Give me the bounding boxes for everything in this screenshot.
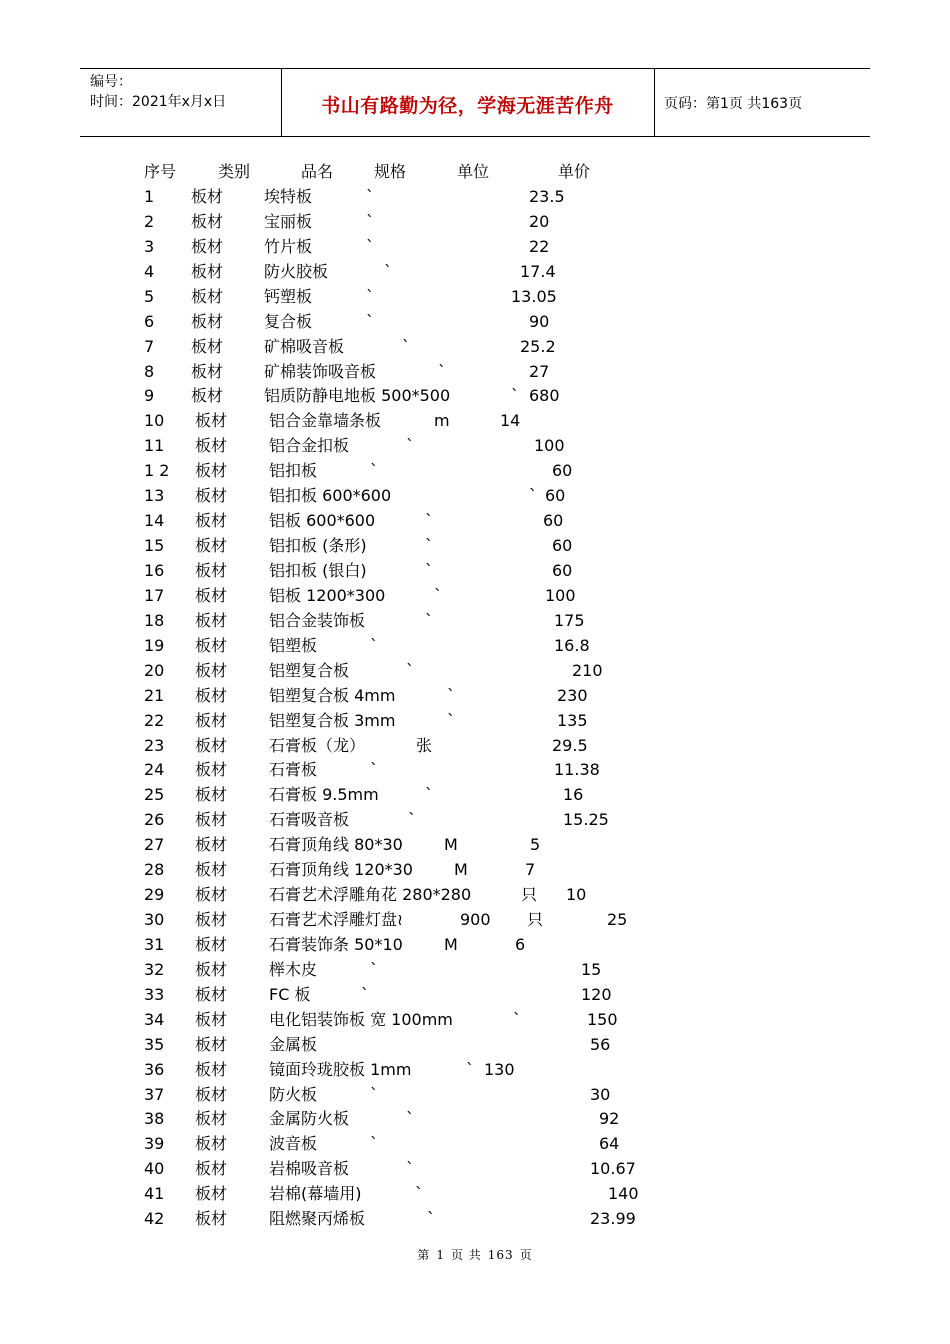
row-price: 29.5: [552, 735, 588, 755]
table-row: [0, 458, 950, 483]
table-row: [0, 433, 950, 458]
table-row: [0, 857, 950, 882]
row-number: 28: [144, 860, 165, 880]
row-category: 板材: [195, 411, 228, 431]
table-row: [0, 1131, 950, 1156]
row-unit: `: [415, 1184, 423, 1204]
row-name: 石膏艺术浮雕角花 280*280: [269, 885, 472, 904]
table-row: [0, 683, 950, 708]
row-unit: M: [454, 860, 468, 880]
row-category: 板材: [195, 885, 228, 904]
page-header: [80, 68, 870, 137]
row-number: 35: [144, 1034, 165, 1054]
row-unit: `: [427, 1209, 435, 1229]
row-price: 64: [599, 1134, 620, 1154]
row-number: 31: [144, 934, 165, 954]
table-row: [0, 259, 950, 284]
row-category: 板材: [191, 211, 224, 231]
row-price: 25: [607, 910, 628, 929]
column-header: 序号: [144, 162, 177, 181]
table-row: [0, 309, 950, 334]
row-price: 7: [525, 860, 536, 880]
row-unit: `: [366, 236, 374, 256]
row-number: 10: [144, 411, 165, 431]
row-unit: `: [370, 760, 378, 780]
row-unit: `: [425, 610, 433, 630]
row-name: 铝塑复合板 3mm: [269, 710, 396, 730]
row-unit: `: [370, 959, 378, 979]
row-category: 板材: [191, 386, 224, 406]
header-divider: [654, 69, 655, 136]
row-category: 板材: [195, 1034, 228, 1054]
row-price: 150: [587, 1009, 618, 1029]
row-price: 60: [545, 486, 566, 506]
row-category: 板材: [195, 486, 228, 506]
table-row: [0, 733, 950, 758]
table-row: [0, 882, 950, 907]
row-number: 8: [144, 361, 155, 381]
row-name: 石膏顶角线 120*30: [269, 860, 413, 880]
table-row: [0, 408, 950, 433]
table-row: [0, 782, 950, 807]
row-category: 板材: [195, 436, 228, 456]
row-unit: M: [444, 934, 458, 954]
row-name: 岩棉吸音板: [269, 1159, 350, 1179]
row-price: 60: [552, 461, 573, 481]
table-row: [0, 1181, 950, 1206]
row-unit: `: [366, 211, 374, 231]
row-price: 13.05: [511, 286, 557, 306]
row-number: 32: [144, 959, 165, 979]
row-name: 电化铝装饰板 宽 100mm: [269, 1009, 453, 1029]
row-name: 铝扣板 (条形): [269, 536, 367, 555]
row-number: 40: [144, 1159, 165, 1179]
row-name: 石膏板 9.5mm: [269, 785, 379, 805]
row-name: 石膏板（龙）: [269, 735, 366, 755]
row-category: 板材: [195, 536, 228, 555]
table-header: [0, 159, 950, 184]
row-number: 38: [144, 1109, 165, 1129]
row-price: 22: [529, 236, 550, 256]
row-price: 60: [552, 561, 573, 580]
row-name: 钙塑板: [264, 286, 313, 306]
row-unit: `: [513, 1009, 521, 1029]
row-category: 板材: [195, 660, 228, 680]
row-category: 板材: [191, 187, 224, 206]
row-unit: `: [384, 261, 392, 281]
row-category: 板材: [195, 561, 228, 580]
row-name: 石膏吸音板: [269, 810, 350, 830]
row-category: 板材: [195, 760, 228, 780]
row-name: 铝扣板 600*600: [269, 486, 392, 506]
row-number: 16: [144, 561, 165, 580]
row-price: 30: [590, 1084, 611, 1104]
row-number: 3: [144, 236, 155, 256]
row-unit: m: [434, 411, 450, 431]
row-name: 竹片板: [264, 236, 313, 256]
row-category: 板材: [191, 286, 224, 306]
row-unit: `: [406, 436, 414, 456]
table-row: [0, 583, 950, 608]
table-row: [0, 1156, 950, 1181]
row-number: 23: [144, 735, 165, 755]
row-name: 铝板 600*600: [269, 511, 376, 531]
row-price: 140: [608, 1184, 639, 1204]
table-row: [0, 608, 950, 633]
row-name: 防火胶板: [264, 261, 329, 281]
row-unit: M: [444, 835, 458, 855]
footer-text: 页: [519, 1248, 533, 1262]
row-category: 板材: [195, 710, 228, 730]
row-number: 20: [144, 660, 165, 680]
row-unit: `: [466, 1059, 474, 1079]
row-price: 15.25: [563, 810, 609, 830]
row-number: 1: [144, 187, 155, 206]
row-category: 板材: [191, 311, 224, 331]
row-unit: `: [366, 311, 374, 331]
row-name: 石膏艺术浮雕灯盘≀: [269, 910, 404, 929]
table-row: [0, 533, 950, 558]
code-label: 编号：: [90, 74, 132, 90]
row-category: 板材: [195, 835, 228, 855]
row-category: 板材: [195, 635, 228, 655]
table-row: [0, 558, 950, 583]
row-price: 135: [557, 710, 588, 730]
row-name: 铝扣板 (银白): [269, 561, 367, 580]
column-header: 类别: [218, 162, 251, 181]
row-category: 板材: [191, 261, 224, 281]
row-name: 矿棉装饰吸音板: [264, 361, 377, 381]
row-number: 5: [144, 286, 155, 306]
row-number: 9: [144, 386, 155, 406]
row-number: 13: [144, 486, 165, 506]
row-unit: `: [529, 486, 537, 506]
row-unit: `: [425, 785, 433, 805]
header-page-info: 页码：第1页 共163页: [664, 96, 803, 112]
row-unit: `: [370, 1134, 378, 1154]
row-unit: `: [408, 810, 416, 830]
row-number: 33: [144, 984, 165, 1004]
table-row: [0, 807, 950, 832]
row-category: 板材: [195, 511, 228, 531]
row-price: 175: [554, 610, 585, 630]
row-unit: `: [438, 361, 446, 381]
row-number: 42: [144, 1209, 165, 1229]
row-unit: `: [361, 984, 369, 1004]
row-name: 复合板: [264, 311, 313, 331]
row-number: 4: [144, 261, 155, 281]
row-spec: 900: [460, 910, 491, 929]
table-row: [0, 483, 950, 508]
row-name: 宝丽板: [264, 211, 313, 231]
table-row: [0, 832, 950, 857]
row-number: 24: [144, 760, 165, 780]
row-unit: 只: [527, 910, 544, 929]
row-number: 39: [144, 1134, 165, 1154]
row-price: 130: [484, 1059, 515, 1079]
row-price: 11.38: [554, 760, 600, 780]
row-price: 23.99: [590, 1209, 636, 1229]
row-name: 岩棉(幕墙用): [269, 1184, 362, 1204]
footer-text: 页 共: [450, 1248, 482, 1262]
footer-text: 第: [417, 1248, 431, 1262]
row-number: 41: [144, 1184, 165, 1204]
row-category: 板材: [195, 910, 228, 929]
row-price: 14: [500, 411, 521, 431]
row-price: 230: [557, 685, 588, 705]
row-price: 90: [529, 311, 550, 331]
row-category: 板材: [195, 934, 228, 954]
column-header: 品名: [301, 162, 334, 181]
row-category: 板材: [191, 236, 224, 256]
row-name: 铝扣板: [269, 461, 318, 481]
row-name: 矿棉吸音板: [264, 336, 345, 356]
row-number: 11: [144, 436, 165, 456]
row-category: 板材: [195, 860, 228, 880]
row-price: 5: [530, 835, 541, 855]
row-category: 板材: [195, 1134, 228, 1154]
row-price: 10.67: [590, 1159, 636, 1179]
row-number: 30: [144, 910, 165, 929]
row-category: 板材: [191, 336, 224, 356]
row-number: 29: [144, 885, 165, 904]
header-motto: 书山有路勤为径，学海无涯苦作舟: [321, 95, 614, 117]
row-category: 板材: [195, 785, 228, 805]
row-number: 25: [144, 785, 165, 805]
row-number: 1 2: [144, 461, 170, 481]
row-name: 埃特板: [264, 187, 313, 206]
table-row: [0, 1082, 950, 1107]
row-category: 板材: [195, 735, 228, 755]
header-left: [90, 72, 226, 112]
row-category: 板材: [195, 1059, 228, 1079]
table-row: [0, 708, 950, 733]
table-row: [0, 284, 950, 309]
row-category: 板材: [195, 685, 228, 705]
row-name: 波音板: [269, 1134, 318, 1154]
row-unit: `: [447, 685, 455, 705]
column-header: 规格: [374, 162, 407, 181]
table-row: [0, 982, 950, 1007]
table-row: [0, 234, 950, 259]
table-row: [0, 907, 950, 932]
row-unit: `: [511, 386, 519, 406]
row-name: 榉木皮: [269, 959, 318, 979]
row-category: 板材: [195, 610, 228, 630]
row-unit: 只: [521, 885, 538, 904]
row-price: 6: [515, 934, 526, 954]
row-category: 板材: [195, 461, 228, 481]
table-row: [0, 932, 950, 957]
table-row: [0, 957, 950, 982]
row-unit: `: [370, 1084, 378, 1104]
row-unit: `: [406, 1109, 414, 1129]
table-row: [0, 757, 950, 782]
table-row: [0, 1106, 950, 1131]
row-price: 56: [590, 1034, 611, 1054]
time-label: 时间：2021年x月x日: [90, 94, 227, 110]
row-category: 板材: [195, 810, 228, 830]
row-name: 石膏装饰条 50*10: [269, 934, 403, 954]
row-category: 板材: [195, 1184, 228, 1204]
row-number: 14: [144, 511, 165, 531]
row-price: 60: [543, 511, 564, 531]
row-unit: `: [406, 660, 414, 680]
row-name: 石膏顶角线 80*30: [269, 835, 403, 855]
row-unit: `: [366, 286, 374, 306]
row-name: 阻燃聚丙烯板: [269, 1209, 366, 1229]
row-price: 60: [552, 536, 573, 555]
row-category: 板材: [195, 1109, 228, 1129]
row-number: 26: [144, 810, 165, 830]
row-number: 18: [144, 610, 165, 630]
row-price: 16: [563, 785, 584, 805]
row-price: 100: [545, 585, 576, 605]
row-number: 17: [144, 585, 165, 605]
row-number: 15: [144, 536, 165, 555]
row-category: 板材: [195, 984, 228, 1004]
table-row: [0, 184, 950, 209]
table-row: [0, 1032, 950, 1057]
row-price: 20: [529, 211, 550, 231]
row-number: 6: [144, 311, 155, 331]
row-price: 100: [534, 436, 565, 456]
row-number: 36: [144, 1059, 165, 1079]
row-name: 铝塑复合板: [269, 660, 350, 680]
row-category: 板材: [195, 1209, 228, 1229]
row-number: 7: [144, 336, 155, 356]
row-name: 铝合金扣板: [269, 436, 350, 456]
row-price: 27: [529, 361, 550, 381]
column-header: 单位: [457, 162, 490, 181]
row-price: 23.5: [529, 187, 565, 206]
row-number: 2: [144, 211, 155, 231]
row-category: 板材: [195, 585, 228, 605]
row-name: 铝质防静电地板 500*500: [264, 386, 451, 406]
row-price: 120: [581, 984, 612, 1004]
row-name: 铝板 1200*300: [269, 585, 386, 605]
row-name: FC 板: [269, 984, 311, 1004]
table-row: [0, 633, 950, 658]
row-name: 金属防火板: [269, 1109, 350, 1129]
row-unit: `: [434, 585, 442, 605]
table-row: [0, 658, 950, 683]
table-row: [0, 1057, 950, 1082]
row-unit: 张: [416, 735, 433, 755]
row-price: 680: [529, 386, 560, 406]
row-number: 37: [144, 1084, 165, 1104]
row-number: 19: [144, 635, 165, 655]
table-row: [0, 359, 950, 384]
table-row: [0, 383, 950, 408]
row-price: 25.2: [520, 336, 556, 356]
row-name: 铝塑板: [269, 635, 318, 655]
row-category: 板材: [195, 1084, 228, 1104]
row-unit: `: [425, 536, 433, 555]
table-row: [0, 1206, 950, 1231]
row-name: 铝合金靠墙条板: [269, 411, 382, 431]
table-row: [0, 1007, 950, 1032]
row-number: 22: [144, 710, 165, 730]
table-row: [0, 334, 950, 359]
row-price: 17.4: [520, 261, 556, 281]
row-unit: `: [402, 336, 410, 356]
row-price: 15: [581, 959, 602, 979]
row-price: 92: [599, 1109, 620, 1129]
row-category: 板材: [191, 361, 224, 381]
row-unit: `: [406, 1159, 414, 1179]
row-number: 21: [144, 685, 165, 705]
row-category: 板材: [195, 1009, 228, 1029]
footer-page-number: 1: [436, 1248, 445, 1262]
row-unit: `: [425, 511, 433, 531]
row-unit: `: [366, 187, 374, 206]
row-name: 石膏板: [269, 760, 318, 780]
row-name: 铝合金装饰板: [269, 610, 366, 630]
table-row: [0, 508, 950, 533]
row-unit: `: [425, 561, 433, 580]
row-unit: `: [370, 635, 378, 655]
row-name: 防火板: [269, 1084, 318, 1104]
row-unit: `: [447, 710, 455, 730]
page-footer: [0, 1246, 950, 1263]
table-row: [0, 209, 950, 234]
row-number: 34: [144, 1009, 165, 1029]
row-price: 210: [572, 660, 603, 680]
row-name: 镜面玲珑胶板 1mm: [269, 1059, 412, 1079]
row-category: 板材: [195, 1159, 228, 1179]
row-category: 板材: [195, 959, 228, 979]
row-name: 金属板: [269, 1034, 318, 1054]
row-number: 27: [144, 835, 165, 855]
column-header: 单价: [558, 162, 591, 181]
row-price: 10: [566, 885, 587, 904]
row-name: 铝塑复合板 4mm: [269, 685, 396, 705]
row-unit: `: [370, 461, 378, 481]
row-price: 16.8: [554, 635, 590, 655]
footer-total-pages: 163: [487, 1248, 514, 1262]
